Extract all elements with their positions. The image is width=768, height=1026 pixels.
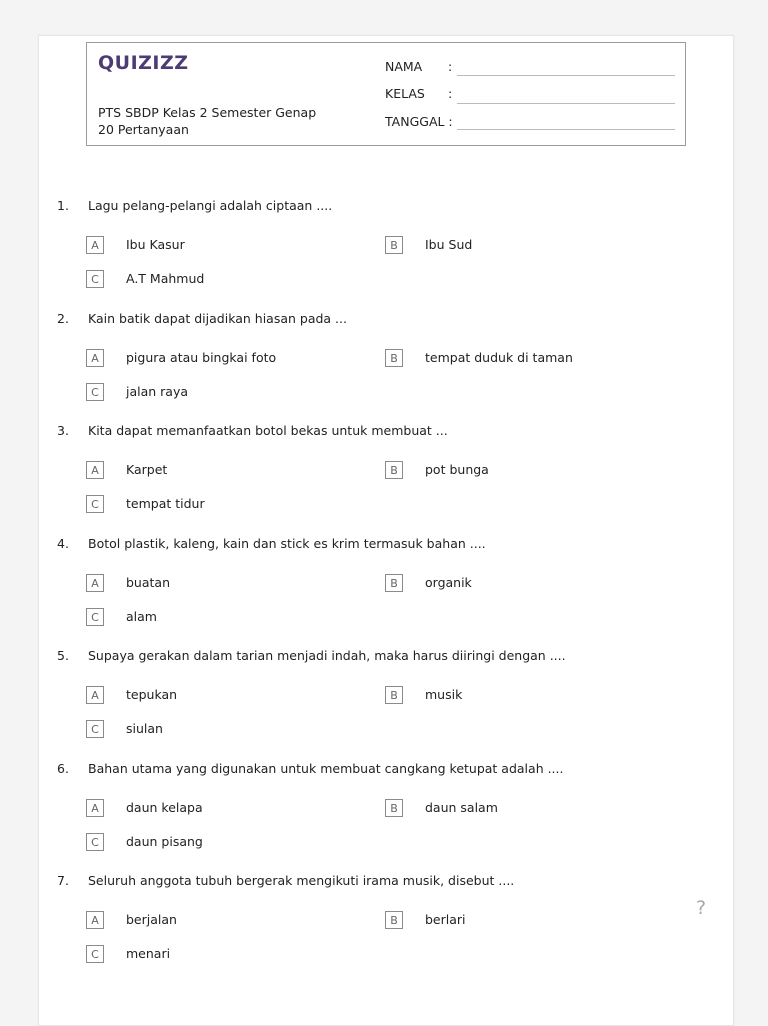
- option-letter-box: C: [86, 270, 104, 288]
- question-text: Seluruh anggota tubuh bergerak mengikuti irama musik, disebut ....: [88, 873, 515, 888]
- option-letter-box: A: [86, 686, 104, 704]
- name-colon: :: [448, 59, 453, 74]
- option-text: pot bunga: [425, 462, 489, 477]
- option-text: jalan raya: [126, 384, 189, 399]
- option-text: berlari: [425, 912, 466, 927]
- option-letter-box: B: [385, 349, 403, 367]
- option-letter-box: C: [86, 945, 104, 963]
- question-text: Bahan utama yang digunakan untuk membuat cangkang ketupat adalah ....: [88, 761, 564, 776]
- worksheet-header: [86, 42, 686, 146]
- option-text: buatan: [126, 575, 171, 590]
- option-letter-box: A: [86, 911, 104, 929]
- option-letter-box: C: [86, 608, 104, 626]
- option-text: Ibu Sud: [425, 237, 473, 252]
- option-text: alam: [126, 609, 157, 624]
- option-text: siulan: [126, 721, 163, 736]
- question-number: 6.: [57, 761, 69, 776]
- option-text: Ibu Kasur: [126, 237, 185, 252]
- question-number: 4.: [57, 536, 69, 551]
- option-letter-box: A: [86, 236, 104, 254]
- question-number: 3.: [57, 423, 69, 438]
- option-letter-box: A: [86, 461, 104, 479]
- option-letter-box: A: [86, 799, 104, 817]
- question-count: 20 Pertanyaan: [98, 122, 189, 137]
- option-text: daun pisang: [126, 834, 203, 849]
- name-label: NAMA: [385, 59, 423, 74]
- option-letter-box: B: [385, 799, 403, 817]
- option-text: Karpet: [126, 462, 168, 477]
- option-letter-box: A: [86, 574, 104, 592]
- option-letter-box: B: [385, 461, 403, 479]
- question-number: 7.: [57, 873, 69, 888]
- option-text: daun salam: [425, 800, 498, 815]
- option-letter-box: B: [385, 911, 403, 929]
- option-letter-box: B: [385, 236, 403, 254]
- option-letter-box: A: [86, 349, 104, 367]
- date-line: [457, 129, 675, 130]
- option-text: tempat duduk di taman: [425, 350, 573, 365]
- question-number: 1.: [57, 198, 69, 213]
- quiz-title-block: [98, 104, 316, 138]
- option-text: berjalan: [126, 912, 177, 927]
- option-letter-box: C: [86, 720, 104, 738]
- help-icon[interactable]: ?: [696, 897, 707, 919]
- question-number: 5.: [57, 648, 69, 663]
- option-text: organik: [425, 575, 472, 590]
- option-letter-box: C: [86, 383, 104, 401]
- question-text: Supaya gerakan dalam tarian menjadi indah, maka harus diiringi dengan ....: [88, 648, 566, 663]
- date-label: TANGGAL :: [385, 114, 453, 129]
- option-text: tempat tidur: [126, 496, 205, 511]
- class-line: [457, 103, 675, 104]
- option-text: daun kelapa: [126, 800, 203, 815]
- question-number: 2.: [57, 311, 69, 326]
- question-text: Kita dapat memanfaatkan botol bekas untuk membuat ...: [88, 423, 448, 438]
- option-letter-box: B: [385, 574, 403, 592]
- option-letter-box: B: [385, 686, 403, 704]
- option-text: tepukan: [126, 687, 178, 702]
- quizizz-logo: QUIZIZZ: [98, 52, 189, 74]
- question-text: Lagu pelang-pelangi adalah ciptaan ....: [88, 198, 333, 213]
- class-colon: :: [448, 86, 453, 101]
- name-line: [457, 75, 675, 76]
- class-label: KELAS: [385, 86, 425, 101]
- question-text: Botol plastik, kaleng, kain dan stick es krim termasuk bahan ....: [88, 536, 486, 551]
- quiz-title: PTS SBDP Kelas 2 Semester Genap: [98, 105, 317, 120]
- option-text: pigura atau bingkai foto: [126, 350, 277, 365]
- option-text: musik: [425, 687, 463, 702]
- option-letter-box: C: [86, 833, 104, 851]
- question-text: Kain batik dapat dijadikan hiasan pada ...: [88, 311, 347, 326]
- option-text: A.T Mahmud: [126, 271, 205, 286]
- option-letter-box: C: [86, 495, 104, 513]
- option-text: menari: [126, 946, 171, 961]
